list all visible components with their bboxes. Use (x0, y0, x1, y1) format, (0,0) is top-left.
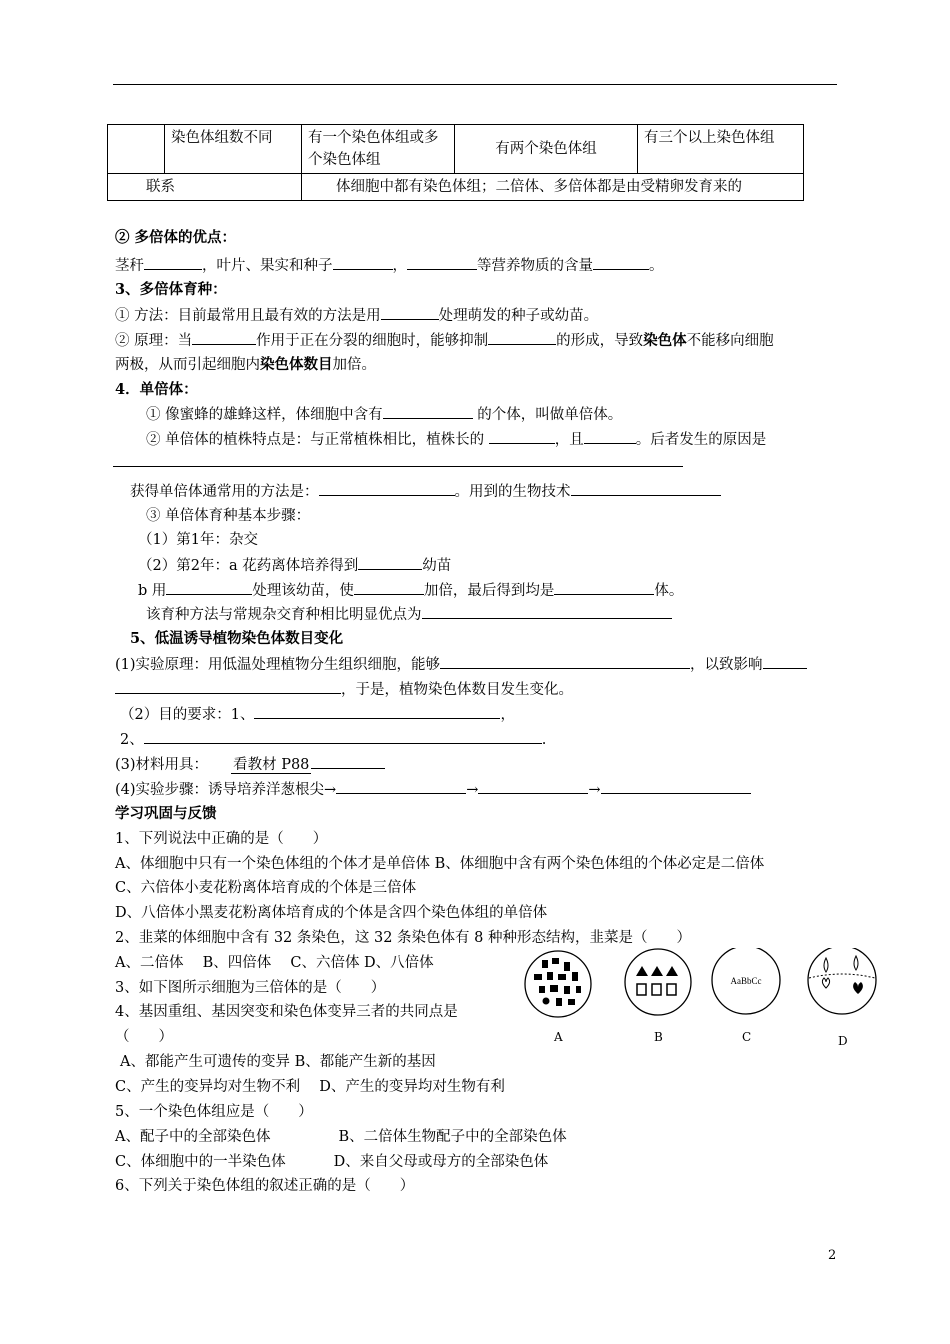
option: D、八倍体小黑麦花粉离体培育成的个体是含四个染色体组的单倍体 (115, 905, 548, 921)
table-cell: 联系 (108, 174, 302, 201)
table-cell: 有两个染色体组 (455, 125, 638, 174)
option: A、二倍体 B、四倍体 C、六倍体 D、八倍体 (115, 955, 434, 971)
option: A、都能产生可遗传的变异 B、都能产生新的基因 (120, 1054, 436, 1070)
text-line: ② 原理：当 作用于正在分裂的细胞时，能够抑制 的形成，导致染色体不能移向细胞 (115, 332, 774, 349)
answer-line (113, 466, 683, 467)
text-line: ，于是，植物染色体数目发生变化。 (115, 679, 573, 700)
option: A、配子中的全部染色体 B、二倍体生物配子中的全部染色体 (115, 1129, 567, 1145)
text-line: ③ 单倍体育种基本步骤： (146, 508, 311, 524)
figure-label-c: C (742, 1030, 752, 1044)
section-title: 学习巩固与反馈 (115, 805, 217, 822)
cell-b (625, 949, 691, 1015)
text-line: （2）第2年：a 花药离体培养得到 幼苗 (138, 555, 451, 576)
text-line: b 用 处理该幼苗，使 加倍，最后得到均是 体。 (138, 580, 683, 601)
figure-label-d: D (838, 1034, 848, 1048)
cell-c (712, 948, 780, 1014)
cell-a (525, 951, 591, 1017)
option: C、产生的变异均对生物不利 D、产生的变异均对生物有利 (115, 1079, 505, 1095)
page-number: 2 (828, 1248, 837, 1263)
cell-figure-svg (520, 948, 890, 1048)
text-line: （2）目的要求：1、 ， (120, 704, 515, 725)
section-title: 3、多倍体育种： (115, 281, 227, 298)
text-line: 两极，从而引起细胞内染色体数目加倍。 (115, 356, 376, 373)
section-title: 5、低温诱导植物染色体数目变化 (130, 630, 344, 647)
text-line: 茎秆 ，叶片、果实和种子 ， 等营养物质的含量 。 (115, 255, 664, 276)
section-title: 4．单倍体： (115, 381, 198, 398)
text-line: 获得单倍体通常用的方法是： 。用到的生物技术 (130, 481, 721, 502)
comparison-table (107, 124, 804, 201)
text-line: 该育种方法与常规杂交育种相比明显优点为 (146, 604, 672, 625)
table-row (108, 125, 804, 174)
section-title: ② 多倍体的优点： (115, 229, 237, 246)
text-line: ② 单倍体的植株特点是：与正常植株相比，植株长的 ，且 。后者发生的原因是 (146, 429, 766, 450)
table-cell: 有一个染色体组或多个染色体组 (302, 125, 455, 174)
question: 4、基因重组、基因突变和染色体变异三者的共同点是 (115, 1004, 458, 1020)
option: C、体细胞中的一半染色体 D、来自父母或母方的全部染色体 (115, 1154, 549, 1170)
cell-c-genotype: AaBbCc (730, 976, 762, 986)
text-line: （1）第1年：杂交 (138, 532, 258, 548)
option: A、体细胞中只有一个染色体组的个体才是单倍体 B、体细胞中含有两个染色体组的个体必定是二倍体 (115, 856, 765, 872)
cell-d (808, 948, 876, 1014)
option: C、六倍体小麦花粉离体培育成的个体是三倍体 (115, 880, 417, 896)
text-line: (4)实验步骤：诱导培养洋葱根尖→ → → (115, 779, 751, 800)
table-cell: 有三个以上染色体组 (638, 125, 804, 174)
question: 3、如下图所示细胞为三倍体的是（ ） (115, 980, 386, 996)
question: 2、韭菜的体细胞中含有 32 条染色，这 32 条染色体有 8 种种形态结构，韭菜是（ ） (115, 930, 692, 946)
text-line: ① 方法：目前最常用且最有效的方法是用 处理萌发的种子或幼苗。 (115, 305, 598, 326)
text-line: 2、 . (120, 729, 546, 750)
header-rule (113, 84, 837, 85)
question: （ ） (115, 1029, 173, 1045)
cell-figure (520, 948, 890, 1048)
figure-label-b: B (654, 1030, 663, 1044)
question: 1、下列说法中正确的是（ ） (115, 831, 328, 847)
table-row (108, 174, 804, 201)
figure-label-a: A (554, 1030, 563, 1044)
table-cell: 体细胞中都有染色体组；二倍体、多倍体都是由受精卵发育来的 (302, 174, 804, 201)
text-line: (3)材料用具： 看教材 P88 (115, 754, 385, 775)
question: 6、下列关于染色体组的叙述正确的是（ ） (115, 1178, 415, 1194)
text-line: (1)实验原理：用低温处理植物分生组织细胞，能够 ，以致影响 (115, 654, 807, 675)
text-line: ① 像蜜蜂的雄蜂这样，体细胞中含有 的个体，叫做单倍体。 (146, 404, 622, 425)
table-cell: 染色体组数不同 (165, 125, 302, 174)
question: 5、一个染色体组应是（ ） (115, 1104, 313, 1120)
